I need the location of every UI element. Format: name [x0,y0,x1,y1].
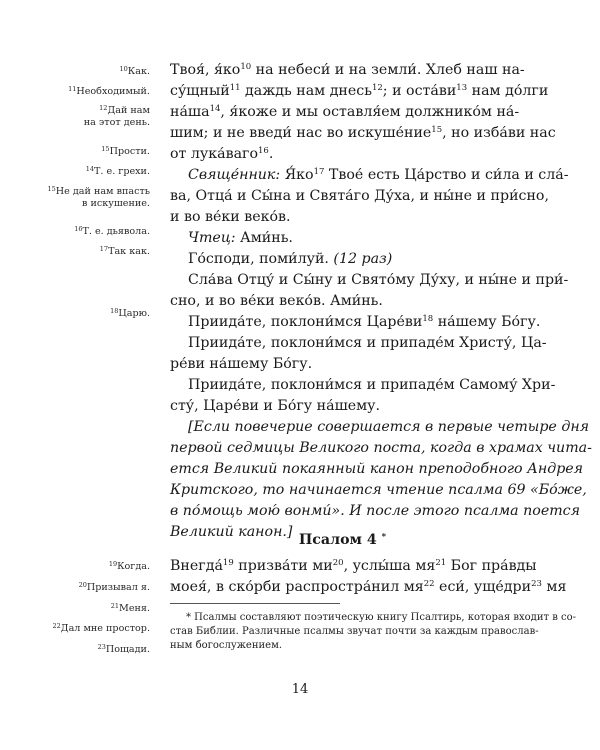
gloss-18: $^{18}$Царю. [110,307,150,319]
text-line: су́щный$^{11}$ даждь нам днесь$^{12}$; и $оста́ви^{13}$ нам до́лги [170,83,549,99]
gloss-17: $^{17}$Так как. [99,245,150,257]
text-line: ре́ви на́шему Бо́гу. [170,356,313,372]
text-line: Го́споди, поми́луй. (12 раз) [188,251,393,267]
text-line: Приида́те, поклони́мся и припаде́м Христу́, Ца- [188,335,547,351]
gloss-11: $^{11}$Необходимый. [68,85,150,97]
footnote-line: ным богослужением. [170,640,283,651]
rubric-line: первой седмицы Великого поста, когда в храмах чита- [170,440,592,456]
footnote-line: став Библии. Различные псалмы звучат почти за каждым православ- [170,626,539,637]
gloss-22: $^{22}$Дал мне простор. [52,622,150,634]
text-line: моея́, в ско́рби распростра́нил $мя^{22}$ еси́, уще́дри$^{23}$ мя [170,579,567,595]
rubric-line: ется Великий покаянный канон преподобного Андрея [170,461,584,477]
text-line: Приида́те, поклони́мся $Царе́ви^{18}$ на́шему Бо́гу. [188,314,541,330]
text-line: сту́, Царе́ви и Бо́гу на́шему. [170,398,381,414]
gloss-13: $^{15}$Прости. [101,145,150,157]
rubric-line: [Если повечерие совершается в первые четыре дня [188,419,590,435]
gloss-19: $^{19}$Когда. [108,560,150,572]
section-heading: Псалом 4 * [298,532,387,548]
text-line: ва, Отца́ и Сы́на и Свята́го Ду́ха, и ны́не и при́сно, [170,188,549,204]
gloss-15: $^{15}$Не дай нам впасть в искушение. [47,185,150,209]
text-line: сно, и во ве́ки веко́в. Ами́нь. [170,293,383,309]
page-number: 14 [291,682,309,697]
rubric-line: в по́мощь мою́ вонми́». И после этого псалма поется [170,503,581,519]
text-line: $на́ша^{14}$, я́коже и мы оставля́ем должнико́м на́- [170,104,520,120]
gloss-12: $^{12}$Дай нам на этот день. [83,104,150,128]
gloss-20: $^{20}$Призывал я. [78,581,150,593]
text-line: Приида́те, поклони́мся и припаде́м Самому́ Хри- [188,377,556,393]
gloss-16: $^{16}$Т. е. дьявола. [74,225,150,237]
text-line: от лука́ваго$^{16}$. [170,146,274,162]
footnote-line: * Псалмы составляют поэтическую книгу Псалтирь, которая входит в со- [186,612,577,623]
text-line: Твоя́, $я́ко^{10}$ на небеси́ и на земли́. Хлеб наш на- [170,62,525,78]
gloss-23: $^{23}$Пощади. [97,643,150,655]
rubric-line: Критского, то начинается чтение псалма 69 «Бо́же, [170,482,587,498]
text-line: и во ве́ки веко́в. [170,209,291,225]
text-line: Свяще́нник: $Я́ко^{17}$ Твое́ есть Ца́рство и си́ла и сла́- [188,167,569,183]
footnote-rule [170,603,340,604]
text-line: шим; и не введи́ нас во искуше́ние$^{15}$, но изба́ви нас [170,125,556,141]
text-line: Внегда́$^{19}$ призва́ти $ми^{20}$, услы́ша $мя^{21}$ Бог пра́вды [170,558,537,574]
rubric-line: Великий канон.] [170,524,293,540]
text-line: Сла́ва Отцу́ и Сы́ну и Свято́му Ду́ху, и ны́не и при́- [188,272,569,288]
gloss-14: $^{14}$Т. е. грехи. [85,165,150,177]
text-line: Чтец: Ами́нь. [188,230,293,246]
gloss-21: $^{21}$Меня. [110,602,150,614]
gloss-10: $^{10}$Как. [119,65,150,77]
